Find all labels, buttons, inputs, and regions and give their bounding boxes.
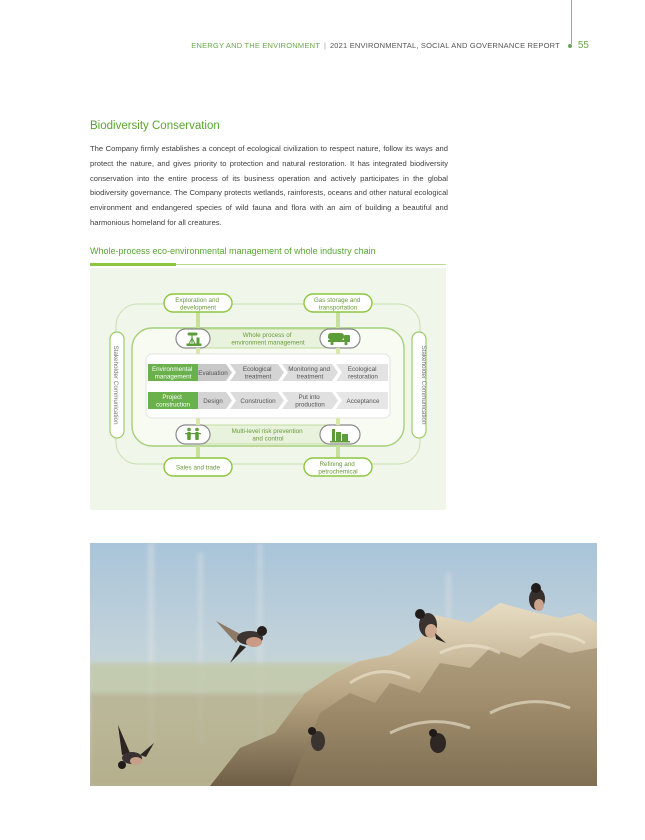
stage-gas-storage-label: Gas storage and transportation xyxy=(313,297,361,312)
process-diagram xyxy=(90,268,446,510)
birds-photo xyxy=(90,543,597,786)
connector-gas-storage xyxy=(336,312,340,328)
proj-step-design-label: Design xyxy=(203,398,223,405)
header-section: ENERGY AND THE ENVIRONMENT xyxy=(191,41,320,50)
env-step-restoration-label: Ecological restoration xyxy=(347,366,378,381)
section-paragraph: The Company firmly establishes a concept of ecological civilization to respect nature, follow its ways and protect the nature, and gives priority to protection and natural restoration. It has integrated biodiversity conservation into the entire process of its business operation and actively participates in the global biodiversity governance. The Company protects wetlands, rainforests, oceans and other natural ecological environment and endangered species of wild fauna and flora with an aim of building a beautiful and harmonious homeland for all creatures. xyxy=(90,144,448,227)
header-accent-line xyxy=(571,0,572,44)
proj-step-acceptance-label: Acceptance xyxy=(346,398,380,405)
proj-row-label: Project construction xyxy=(156,394,190,409)
env-step-ecological-treatment-label: Ecological treatment xyxy=(242,366,272,381)
connector-exploration xyxy=(196,312,200,328)
env-step-evaluation-label: Evaluation xyxy=(198,370,228,377)
connector-refining xyxy=(336,446,340,458)
env-row-label: Environmental management xyxy=(151,366,193,381)
section-title: Biodiversity Conservation xyxy=(90,120,220,132)
process-diagram-svg xyxy=(90,268,446,510)
header-separator: | xyxy=(323,41,326,50)
stakeholder-label-left: Stakeholder Communication xyxy=(112,345,119,425)
figure-rule-accent xyxy=(90,263,176,266)
whole-process-label: Whole process of environment management xyxy=(231,332,305,347)
stage-refining-label: Refining and petrochemical xyxy=(318,461,358,476)
proj-step-production-label: Put into production xyxy=(295,394,325,409)
env-step-monitoring-label: Monitoring and treatment xyxy=(288,366,330,381)
workers-icon-pill xyxy=(176,425,210,444)
page-number: 55 xyxy=(577,40,589,51)
stakeholder-label-right: Stakeholder Communication xyxy=(420,345,427,425)
figure-title: Whole-process eco-environmental management of whole industry chain xyxy=(90,246,376,256)
header-report-title: 2021 ENVIRONMENTAL, SOCIAL AND GOVERNANCE REPORT xyxy=(329,41,560,50)
risk-prevention-label: Multi-level risk prevention and control xyxy=(231,428,303,443)
connector-sales xyxy=(196,446,200,458)
stage-exploration-label: Exploration and development xyxy=(175,297,220,312)
stage-sales-label: Sales and trade xyxy=(175,464,221,472)
birds-photo-svg xyxy=(90,543,597,786)
proj-step-construction-label: Construction xyxy=(240,398,276,405)
running-header xyxy=(191,40,589,51)
header-dot xyxy=(568,44,572,48)
